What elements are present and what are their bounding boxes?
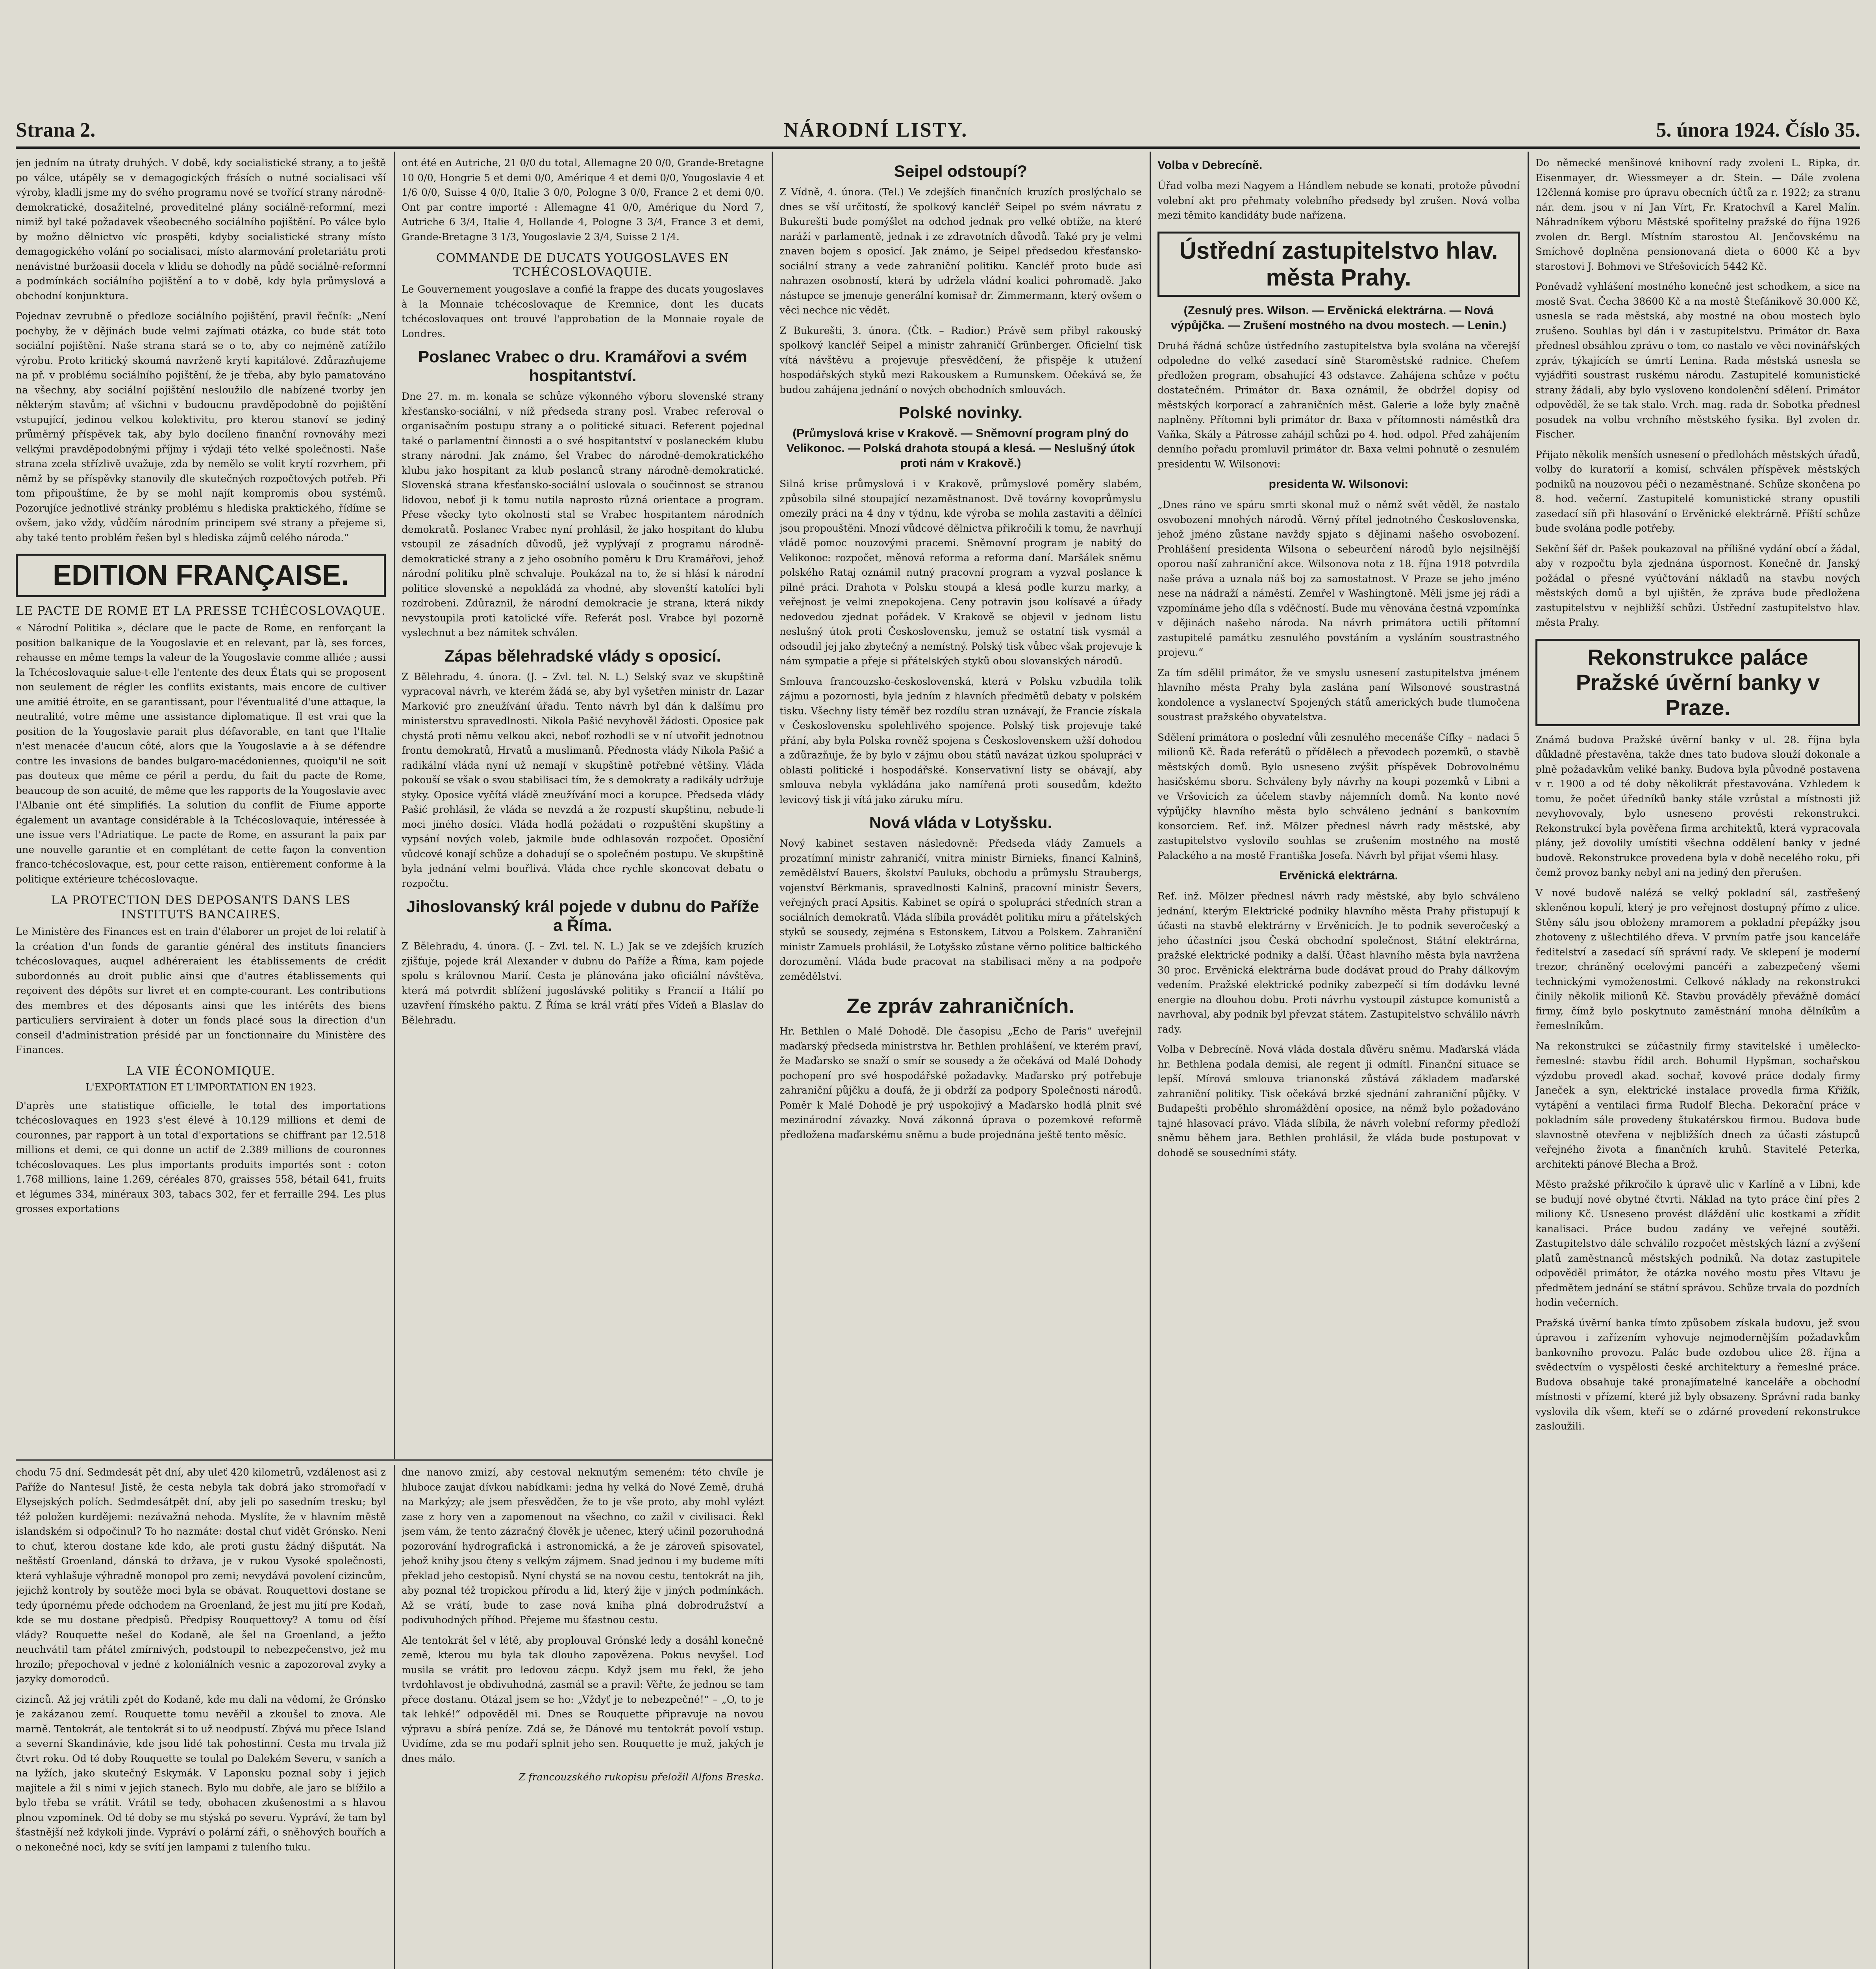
article-headline: Volba v Debrecíně. [1157,159,1263,172]
article-headline: Jihoslovanský král pojede v dubnu do Paříže a Říma. [406,897,759,934]
edition-francaise-title: EDITION FRANÇAISE. [16,554,386,597]
article-text: Sekční šéf dr. Pašek poukazoval na přílišné vydání obcí a žádal, aby v rozpočtu byla zjednána úspornost. Konečně dr. Janský požádal o přesné vyúčtování nákladů na stavbu nových městských domů a byl ujištěn, že zpráva bude předložena zastupitelstvu v nejbližší schůzi. Ústřední zastupitelstvo hlav. města Prahy. [1535,543,1860,628]
article-text: „Dnes ráno ve spáru smrti skonal muž o němž svět věděl, že nastalo osvobození mnohých národů. Věrný přítel jednotného Československa, jehož jméno zůstane navždy spjato s dějinami našeho osvobození. Prohlášení presidenta Wilsona o sebeurčení národů bylo nejsilnější oporou naší zahraniční akce. Wilsonova nota z 18. října 1918 potvrdila naše práva a uznala náš boj za samostatnost. V Praze se jeho jméno nese na nádraží a náměstí. Zemřel v Washingtoně. Měli jsme jej rádi a vzpomínáme jeho díla s vděčností. Bude mu věnována čestná vzpomínka v dějinách našeho národa. Na návrh primátora uctili přítomní zastupitelé památku zesnulého povstáním a vysláním soustrastného projevu.“ [1157,499,1520,658]
french-headline: COMMANDE DE DUCATS YOUGOSLAVES EN TCHÉCOSLOVAQUIE. [436,251,729,279]
issue-date: 5. února 1924. Číslo 35. [1656,119,1860,141]
french-text: D'après une statistique officielle, le total des importations tchécoslovaques en 1923 s'est élevé à 10.129 millions et demi de couronnes, par rapport à un total d'exportations se chiffrant par 12.518 millions et demi, ce qui donne un actif de 2.389 millions de couronnes tchécoslovaques. Les plus importants produits importés sont : coton 1.768 millions, laine 1.269, céréales 870, graisses 558, bétail 641, fruits et légumes 334, minéraux 303, tabacs 302, fer et ferraille 294. Les plus grosses exportations [16,1099,386,1214]
column-rule [1150,152,1151,1969]
column-3 [780,156,1142,1969]
article-text: Druhá řádná schůze ústředního zastupitelstva byla svolána na včerejší odpoledne do velké zasedací síně Staroměstské radnice. Chefem předložen program, obsahující 43 odstavce. Zahájena schůze v počtu dostatečném. Primátor dr. Baxa oznámil, že obdržel dopisy od městských korporací a zahraničních měst. Galerie a lože byly značně naplněny. Přítomni byli primátor dr. Baxa v přítomnosti náměstků dra Vaňka, Skály a Pátrosse zahájil schůzi po 4. hod. odpol. Před zahájením denního pořadu promluvil primátor dr. Baxa velmi pohnutě o zesnulém presidentu W. Wilsonovi: [1157,340,1520,470]
french-text: Le Gouvernement yougoslave a confié la frappe des ducats yougoslaves à la Monnaie tchécoslovaque de Kremnice, dont les ducats tchécoslovaques ont trouvé l'approbation de la Monnaie royale de Londres. [402,284,764,339]
article-subheadline: (Zesnulý pres. Wilson. — Ervěnická elektrárna. — Nová výpůjčka. — Zrušení mostného na dvou mostech. — Lenin.) [1171,304,1506,332]
prague-council-headline: Ústřední zastupitelstvo hlav. města Prahy. [1157,232,1520,297]
article-text: Z Bukurešti, 3. února. (Čtk. – Radior.) Právě sem přibyl rakouský spolkový kancléř Seipel a ministr zahraničí Grünberger. Oficielní tisk vítá návštěvu a projevuje přesvědčení, že přispěje k utužení hospodářských styků mezi Rakouskem a Rumunskem. Očekává se, že budou zahájena jednání o nových obchodních smlouvách. [780,324,1142,395]
article-text: Město pražské přikročilo k úpravě ulic v Karlíně a v Libni, kde se budují nové obytné čtvrti. Náklad na tyto práce činí přes 2 miliony Kč. Usneseno provést dláždění ulic kostkami a zřídit kanalisaci. Práce budou zadány ve veřejné soutěži. Zastupitelstvo dále schválilo rozpočet městských lázní a zvýšení platů zaměstnanců městských podniků. Na dotaz zastupitele odpověděl primátor, že otázka nového mostu přes Vltavu je předmětem jednání se státní správou. Schůze trvala do pozdních hodin večerních. [1535,1179,1860,1308]
article-text: Pražská úvěrní banka tímto způsobem získala budovu, jež svou úpravou i zařízením vyhovuje nejmodernějším požadavkům bankovního provozu. Palác bude ozdobou ulice 28. října a svědectvím o vyspělosti české architektury a řemeslné práce. Budova obsahuje také pronajímatelné kanceláře a obchodní místnosti v přízemí, které již byly obsazeny. Správní rada banky vyslovila dík všem, kteří se o zdárné provedení rekonstrukce zasloužili. [1535,1317,1860,1432]
section-subheadline: Ervěnická elektrárna. [1279,869,1398,882]
article-text: Nový kabinet sestaven následovně: Předseda vlády Zamuels a prozatímní ministr zahraničí, vnitra ministr Birnieks, financí Kalninš, zemědělství Bauers, školství Pauluks, obchodu a průmyslu Straubergs, vojenství Bērkmanis, spravedlnosti Kalninš, pracovní ministr Ševers, veřejných prací Apsitis. Kabinet se opírá o spolupráci středních stran a sociálních demokratů. Vláda slíbila provádět politiku míru a přátelských styků se sousedy, zejména s Estonskem, Litvou a Polskem. Zahraniční ministr Zamuels prohlásil, že Lotyšsko zůstane věrno politice baltického dorozumění. Vláda bude pracovat na stabilisaci měny a na podpoře zemědělství. [780,838,1142,982]
feuilleton-text: dne nanovo zmizí, aby cestoval neknutým semeném: této chvíle je hluboce zaujat dívkou nabídkami: jedna hy velká do Nové Země, druhá na Markýzy; ale jsem přesvědčen, že to je vše proto, aby mohl vylézt zase z hory ven a zapomenout na všechno, co zažil v civilisaci. Řekl jsem vám, že tento zázračný člověk je učenec, který učinil pozoruhodná pozorování hydrografická i astronomická, a že je zároveň spisovatel, jehož knihy jsou čteny s velkým zájmem. Snad jednou i my budeme míti překlad jeho cestopisů. Nyní chystá se na novou cestu, tentokrát na jih, aby poznal též tropickou přírodu a lid, který žije v jiných podmínkách. Až se vrátí, bude to zase nová kniha plná dobrodružství a podivuhodných příhod. Přejeme mu šťastnou cestu. [402,1467,764,1626]
article-text: Z Bělehradu, 4. února. (J. – Zvl. tel. N. L.) Jak se ve zdejších kruzích zjišťuje, pojede král Alexander v dubnu do Paříže a Říma, kam pojede spolu s královnou Marií. Cesta je plánována jako oficiální návštěva, která má potvrdit sblížení jugoslávské politiky s Francií a Itálií po uzavření římského paktu. Z Říma se král vrátí přes Vídeň a Blaslav do Bělehradu. [402,940,764,1026]
article-text: V nové budově nalézá se velký pokladní sál, zastřešený skleněnou kopulí, který je pro veřejnost dostupný přímo z ulice. Stěny sálu jsou obloženy mramorem a pokladní přepážky jsou zhotoveny z ušlechtilého dřeva. V prvním patře jsou kanceláře ředitelství a zasedací síň správní rady. Ve sklepení je moderní trezor, chráněný ocelovými pancéři a zabezpečený všemi technickými vymoženostmi. Celkové náklady na rekonstrukci činily několik milionů Kč. Stavbu prováděly převážně domácí firmy, čímž bylo poskytnuto zaměstnání mnoha dělníkům a řemeslníkům. [1535,887,1860,1031]
article-headline: Polské novinky. [898,403,1023,422]
article-text: Volba v Debrecíně. Nová vláda dostala důvěru sněmu. Maďarská vláda hr. Bethlena podala demisi, ale regent ji odmítl. Finanční situace se lepší. Mírová smlouva trianonská zůstává základem maďarské zahraniční politiky. Tisk očekává brzké sjednání zahraniční půjčky. V Budapešti proběhlo shromáždění oposice, na němž bylo požadováno tajné hlasovací právo. Vláda slíbila, že návrh volební reformy předloží sněmu během jara. Bethlen prohlásil, že vláda bude postupovat v dohodě se sousedními státy. [1157,1044,1520,1159]
article-text: jen jedním na útraty druhých. V době, kdy socialistické strany, a to ještě po válce, utápěly se v demagogických frásích o nutné socialisaci vší výroby, kladli jsme my do svého programu nové se tvořící strany národně-demokratické, dosažitelné, proveditelné plány sociálně-reformní, mezi nimiž byl také požadavek všeobecného sociálního pojištění. Po válce bylo by možno dělnictvo víc prospěti, kdyby socialistické strany místo demagogického volání po socialisaci, místo alarmování proletariátu proti nenávistné buržoasii docela v klidu se dohodly na půdě sociálně-reformní a podmínkách sociálního pojištění a to v době, kdy byla průmyslová a obchodní konjunktura. [16,157,386,302]
french-text: « Národní Politika », déclare que le pacte de Rome, en renforçant la position balkanique de la Yougoslavie et en relevant, par là, ses forces, rehausse en même temps la valeur de la Yougoslavie comme alliée ; aussi la Tchécoslovaquie salue-t-elle l'entente des deux États qui se proposent non seulement de régler les conflits existants, mais encore de cultiver une amitié étroite, en se garantissant, pour l'éventualité d'une attaque, la neutralité, votre même une assistance diplomatique. Il est vrai que la position de la Yougoslavie parait plus défavorable, en tant que l'Italie n'est menacée d'aucun côté, alors que la Yougoslavie a à se défendre contre les invasions de bandes bulgaro-macédoniennes, quoiqu'il ne soit pas douteux que même ce péril a perdu, du fait du pacte de Rome, beaucoup de son acuité, de même que les rapports de la Yougoslavie avec l'Albanie ont été simplifiés. La solution du conflit de Fiume apporte également un avantage considérable à la Tchécoslovaquie, intéressée à une issue vers l'Adriatique. Le pacte de Rome, en assurant la paix par une nouvelle garantie et en complétant de cette façon la convention franco-tchécoslovaque, est, pour cette raison, entièrement conforme à la politique extérieure tchécoslovaque. [16,622,386,885]
feuilleton-text: chodu 75 dní. Sedmdesát pět dní, aby uleť 420 kilometrů, vzdálenost asi z Paříže do Nantesu! Jistě, že cesta nebyla tak dobrá jako stromořadí v Elysejských polích. Sedmdesátpět dní, aby jeli po sasedním tresku; byl též položen kurdějemi: nezávažná nehoda. Myslíte, že v hlavním městě islandském si odpočinul? To ho nazmáte: dostal chuť vidět Grónsko. Neni to chuť, kterou dostane kde kdo, ale proti gustu žádný dišputát. Na neštěstí Groenland, dánská to država, je v rukou Vysoké společnosti, která vyhlašuje výhradně monopol pro zemi; nevydává povolení cizincům, jejichž kontroly by soutěže moci byla se obávat. Rouquettovi dostane se tedy úpornému přede odchodem na Groenland, že jest mu jití pre Kodaň, kde se mu dostane předpisů. Předpisy Rouquettovy? A tomu od čísí vlády? Rouquette nešel do Kodaně, ale šel na Groenland, a ježto neuchvátil tam přátel zmírnivých, podstoupil to nebezpečenstvo, jež mu hrozilo; přepochoval v jedné z koloniálních vesnic a zapozoroval zvyky a jazyky domorodců. [16,1467,386,1685]
article-text: Pojednav zevrubně o předloze sociálního pojištění, pravil řečník: „Není pochyby, že v dějinách bude velmi zajímati otázka, co bude stát toto sociální pojištění. Naše strana stará se o to, aby co nejméně zatížilo výrobu. Proto kritický skoumá navrženě krytí kapitálové. Zdůrazňujeme na př. v problému sociálního pojištění, že je třeba, aby bylo pamatováno na všechny, aby sociální pojištění nesloužilo dle nabízené tvorby jen některým stavům; ať všichni v budoucnu pravděpodobně do pojištění vstupující, jedinou velkou kolektivitu, pro kterou stanoví se jediný průměrný příspěvek tak, aby bylo docíleno finanční rovnováhy mezi velkými pravděpodobnými příjmy i výdaji této velké společnosti. Naše strana zcela střízlivě uvažuje, zda by nemělo se volit krytí rozvrhem, při němž by se příspěvky stanovily dle skutečných rozpočtových potřeb. Při tom připouštíme, že by se mohl najít kompromis obou systémů. Pozorujíce jednotlivé stránky problému s hlediska praktického, řídíme se ovšem, jako vždy, vůdčím národním principem své strany a přejeme si, aby také tento problém řešen byl s hlediska zájmů celého národa.“ [16,310,386,543]
column-rule [772,152,773,1969]
french-subheadline: L'EXPORTATION ET L'IMPORTATION EN 1923. [85,1081,316,1093]
masthead [16,110,1860,142]
article-headline: Ze zpráv zahraničních. [846,994,1075,1018]
feuilleton-text: Ale tentokrát šel v létě, aby proplouval Grónské ledy a dosáhl konečně země, kterou mu byla tak dlouho zapovězena. Pokus nevyšel. Loď musila se vrátit pro ledovou zácpu. Když jsem mu řekl, že jeho tvrdohlavost je obdivuhodná, zasmál se a pravil: Věřte, že jednou se tam přece dostanu. Otázal jsem se ho: „Vždyť je to nebezpečné!“ – „O, to je tak lehké!“ odpověděl mi. Dnes se Rouquette připravuje na novou výpravu a sbírá peníze. Zdá se, že Dánové mu tentokrát povolí vstup. Uvidíme, zda se mu podaří splnit jeho sen. Rouquette je muž, jakých je dnes málo. [402,1634,764,1764]
section-rule [16,1459,772,1461]
article-text: Ref. inž. Mölzer přednesl návrh rady městské, aby bylo schváleno jednání, kterým Elektrické podniky hlavního města Prahy přistupují k účasti na stavbě elektrárny v Ervěnicích. Je to podnik severočeský a jeho účastníci jsou Česká obchodní společnost, Státní elektrárna, pražské elektrické podniky a další. Účast hlavního města byla navržena 30 proc. Ervěnická elektrárna bude dodávat proud do Prahy dálkovým vedením. Pražské elektrické podniky zabezpečí si tím dodávku levné energie na dlouhou dobu. Proti návrhu vystoupil zástupce komunistů a navrhoval, aby podnik byl převzat státem. Zastupitelstvo schválilo návrh rady. [1157,890,1520,1035]
article-text: Z Vídně, 4. února. (Tel.) Ve zdejších finančních kruzích proslýchalo se dnes se vší určitostí, že spolkový kancléř Seipel po svém návratu z Bukurešti bude pomýšlet na odchod jednak pro velké obtíže, na které naráží v parlamentě, jednak i ze zdravotních důvodů. Také pry je velmi znaven bojem s oposicí. Jak známo, je Seipel předsedou křesťansko-sociální strany a vede zahraniční politiku. Kancléř proto bude asi nahrazen osobností, která by udržela vládní koalici pohromadě. Jako nástupce se jmenuje generální komisař dr. Zimmermann, který ovšem o věci nechce nic vědět. [780,186,1142,316]
article-text: Smlouva francouzsko-československá, která v Polsku vzbudila tolik zájmu a pozornosti, byla jedním z hlavních předmětů debaty v polském tisku. Všechny listy téměř bez rozdílu stran uznávají, že Francie získala v Československu spolehlivého spojence. Polský tisk projevuje také přání, aby byla Polska rovněž spojena s Československem užší dohodou a zdůrazňuje, že by bylo v zájmu obou států navázat úzkou spolupráci v oblasti politické i hospodářské. Konservativní listy se obávají, aby smlouva nebyla vykládána jako namířená proti sousedům, kdežto levicový tisk ji vítá jako záruku míru. [780,675,1142,805]
column-rule [394,152,395,1459]
article-text: Z Bělehradu, 4. února. (J. – Zvl. tel. N. L.) Selský svaz ve skupštině vypracoval návrh, ve kterém žádá se, aby byl vyšetřen ministr dr. Lazar Marković pro zneužívání úřadu. Tento návrh byl dán k dalšímu pro ministerstvu spravedlnosti. Nikola Pašić nevyhověl žádosti. Oposice pak chystá proti němu velkou akci, neboť rozhodli se v ní utvořit jednotnou frontu demokratů, Hrvatů a muslimanů. Přednosta vlády Nikola Pašić a radikální vláda nyní už nemají v skupštině potřebné většiny. Vláda pokouší se však o svou stabilisaci tím, že s demokraty a radikály udržuje styky. Oposice vyčítá vládě zneužívání moci a korupce. Předseda vlády Pašić prohlásil, že vláda se nevzdá a že rozpustí skupštinu, nebude-li moci jiného dosíci. Vláda hodlá požádati o rozpuštění skupštiny a vypsání nových voleb, jakmile bude odhlasován rozpočet. Oposiční vůdcové konají schůze a dohadují se o společném postupu. Ve skupštině byla jednání velmi bouřlivá. Vláda chce rychle skoncovat debatu o rozpočtu. [402,671,764,889]
article-text: Dne 27. m. m. konala se schůze výkonného výboru slovenské strany křesťansko-sociální, v níž předseda strany posl. Vrabec referoval o organisačním postupu strany a o politické situaci. Referent pojednal také o parlamentní činnosti a o své hospitantství v poslaneckém klubu strany národní. Jak známo, šel Vrabec do národně-demokratického klubu jako hospitant za klub poslanců strany národně-demokratické. Slovenská strana křesťansko-sociální uslovala o součinnost se stranou lidovou, neboť ji k tomu nutila naprosto různá orientace a program. Přese všecky tyto okolnosti stal se Vrabec hospitantem národních demokratů. Poslanec Vrabec nyní prohlásil, že jako hospitant do klubu vstoupil ze zásadních důvodů, jež vyplývají z programu národně-demokratické strany a z jeho osobního poměru k Dru Kramářovi, jehož národní politiku plně schvaluje. Poukázal na to, že si hlásí k národní politice slovenské a nepokládá za vhodné, aby slovenští katolíci byli rozdrobeni. Zdůraznil, že národní demokracie je strana, která nikdy nevystoupila proti katolické víře. Referát posl. Vrabce byl pozorně vyslechnut a bez námitek schválen. [402,391,764,638]
french-text: Le Ministère des Finances est en train d'élaborer un projet de loi relatif à la création d'un fonds de garantie général des instituts financiers tchécoslovaques, auquel adhéreraient les établissements de crédit subordonnés au droit public ainsi que d'autres établissements qui reçoivent des dépôts sur livret et en compte-courant. Les contributions des membres et des déposants ainsi que les intérêts des biens particuliers serviraient à doter un fonds placé sous la direction d'un conseil d'administration présidé par un fonctionnaire du Ministère des Finances. [16,926,386,1055]
french-headline: LA PROTECTION DES DEPOSANTS DANS LES INSTITUTS BANCAIRES. [51,894,351,921]
article-text: Silná krise průmyslová i v Krakově, průmyslové poměry slabém, způsobila silné stoupající nezaměstnanost. Dvě továrny kovoprůmyslu omezily práci na 4 dny v týdnu, kde výroba se mohla zastaviti a dělníci jsou propouštěni. Mnozí vůdcové dělnictva přikročili k tomu, že navrhují vládě pomoc nouzovými pracemi. Sněmovní program je nabitý do Velikonoc: rozpočet, měnová reforma a reforma daní. Maršálek sněmu polského Rataj oznámil nutný pracovní program a vyzval poslance k pilné práci. Drahota v Polsku stoupá a klesá podle kurzu marky, a veřejnost je velmi znepokojena. Ceny potravin jsou kolísavé a úřady nedovedou zjednat pořádek. V Krakově se objevil v jednom listu neslušný útok proti Československu, jemuž se ostatní tisk vysmál a odsoudil jej jako zbytečný a nemístný. Polský tisk vůbec však projevuje k nám sympatie a přeje si přátelských styků obou slovanských národů. [780,478,1142,667]
paper-title: NÁRODNÍ LISTY. [783,119,968,141]
feuilleton-column-2 [402,1465,764,1969]
column-5 [1535,156,1860,1969]
article-text: Do německé menšinové knihovní rady zvoleni L. Ripka, dr. Eisenmayer, dr. Wiessmeyer a dr. Stein. — Dále zvolena 12členná komise pro úpravu obecních účtů za r. 1922; za stranu nár. dem. jsou v ní Jan Vírt, Fr. Kratochvíl a Karel Malín. Náhradníkem výboru Městské spořitelny pražské do října 1926 zvolen dr. Bergl. Místním starostou Al. Jenčovskému na Smíchově doplněna pensionovaná dieta o 6000 Kč a byv starostovi J. Bohmovi ve Střešovicích 5442 Kč. [1535,157,1860,272]
page-number: Strana 2. [16,119,96,141]
article-headline: Zápas bělehradské vlády s oposicí. [444,646,721,665]
french-text: ont été en Autriche, 21 0/0 du total, Allemagne 20 0/0, Grande-Bretagne 10 0/0, Hongrie 5 et demi 0/0, Amérique 4 et demi 0/0, Yougoslavie 4 et 1/6 0/0, Suisse 4 0/0, Italie 3 0/0, Pologne 3 0/0, France 2 et demi 0/0. Ont par contre importé : Allemagne 41 0/0, Amérique du Nord 7, Autriche 6 3/4, Italie 4, Hollande 4, Pologne 3 3/4, France 3 et demi, Grande-Bretagne 3 1/3, Yougoslavie 2 3/4, Suisse 2 1/4. [402,157,764,243]
article-text: Za tím sdělil primátor, že ve smyslu usnesení zastupitelstva jménem hlavního města Prahy byla zaslána paní Wilsonové soustrastná kondolence a vyslanectví Spojených států amerických bude tlumočena soustrast pražského obyvatelstva. [1157,667,1520,723]
article-text: Přijato několik menších usnesení o předlohách městských úřadů, volby do kuratorií a komisí, schválen příspěvek městských podniků na nouzovou péči o nezaměstnané. Schůze skončena po 8. hod. večerní. Zastupitelé komunistické strany opustili zasedací síň při hlasování o Ervěnické elektrárně. Příští schůze bude svolána podle potřeby. [1535,449,1860,534]
article-text: Poněvadž vyhlášení mostného konečně jest schodkem, a sice na mostě Svat. Čecha 38600 Kč a na mostě Štefánikově 30.000 Kč, usnesla se rada městská, aby mostné na obou mostech bylo zrušeno. Souhlas byl dán i v zastupitelstvu. Primátor dr. Baxa přednesl obsáhlou zprávu o tom, co nastalo ve věci novinářských zpráv, týkajících se úmrtí Lenina. Rada městská usnesla se vyjádřiti soustrast ruskému národu. Zastupitelé komunistické strany žádali, aby bylo vysloveno kondolenční sdělení. Primátor odpověděl, že se tak stalo. Vrch. mag. rada dr. Sobotka přednesl posudek na volbu vrchního městského fysika. Byl zvolen dr. Fischer. [1535,281,1860,440]
feuilleton-column-1 [16,1465,386,1969]
column-4 [1157,156,1520,1969]
column-2 [402,156,764,1455]
french-headline: LE PACTE DE ROME ET LA PRESSE TCHÉCOSLOVAQUE. [16,604,386,618]
article-text: Úřad volba mezi Nagyem a Hándlem nebude se konati, protože původní volební akt pro přehmaty volebního předsedy byl zrušen. Nová volba mezi těmito kandidáty bude nařízena. [1157,180,1520,221]
section-subheadline: presidenta W. Wilsonovi: [1269,478,1409,491]
article-text: Na rekonstrukci se zúčastnily firmy stavitelské i umělecko-řemeslné: stavbu řídil arch. Bohumil Hypšman, sochařskou výzdobu provedl akad. sochař, kovové práce dodaly firmy Janeček a syn, elektrické instalace provedla firma Křižík, vytápění a ventilaci firma Rudolf Blecha. Dekorační práce v pokladním sále provedeny štukatérskou firmou. Budova bude slavnostně otevřena v nejbližších dnech za účasti zástupců veřejného života a finančních kruhů. Stavitelé Peterka, architekti pánové Blecha a Brož. [1535,1040,1860,1170]
article-text: Hr. Bethlen o Malé Dohodě. Dle časopisu „Echo de Paris“ uveřejnil maďarský předseda ministrstva hr. Bethlen prohlášení, ve kterém praví, že Maďarsko se snaží o smír se sousedy a že očekává od Malé Dohody pochopení pro své hospodářské požadavky. Maďarsko prý potřebuje zahraniční půjčku a doufá, že ji obdrží za podpory Společnosti národů. Poměr k Malé Dohodě je prý uspokojivý a Maďarsko hodlá plnit své mezinárodní závazky. Nová zákonná úprava o pozemkové reformě předložena maďarskému sněmu a bude projednána ještě tento měsíc. [780,1025,1142,1140]
french-headline: LA VIE ÉCONOMIQUE. [126,1064,276,1078]
article-headline: Nová vláda v Lotyšsku. [869,813,1052,832]
article-headline: Seipel odstoupí? [894,162,1028,180]
column-1 [16,156,386,1455]
column-rule [394,1465,395,1969]
article-text: Sdělení primátora o poslední vůli zesnulého mecenáše Cífky – nadaci 5 milionů Kč. Řada referátů o přídělech a převodech pozemků, o stavbě městských domů. Bylo usneseno zvýšit příspěvek Dobrovolnému hasičskému sboru. Schváleny byly návrhy na koupi pozemků v Libni a ve Vršovicích za účelem stavby nájemních domů. Na konto nové výpůjčky hlavního města bylo schváleno jednání s bankovním konsorciem. Ref. inž. Mölzer přednesl návrh rady městské, aby zastupitelstvo vyslovilo souhlas se zrušením mostného na mostě Palackého a na mostě Františka Josefa. Návrh byl přijat všemi hlasy. [1157,731,1520,861]
translator-signature: Z francouzského rukopisu přeložil Alfons Breska. [519,1771,764,1783]
masthead-rule [16,146,1860,149]
article-text: Známá budova Pražské úvěrní banky v ul. 28. října byla důkladně přestavěna, takže dnes tato budova slouží dokonale a plně požadavkům veliké banky. Budova byla původně postavena v r. 1900 a od té doby několikrát přestavována. Vzhledem k tomu, že počet úředníků banky stále vzrůstal a místnosti již nevyhovovaly, bylo usneseno provésti rekonstrukci. Rekonstrukcí byla pověřena firma architektů, která vypracovala plány, jež dovolily umístiti všechna oddělení banky v jedné budově. Rekonstrukce provedena byla v době necelého roku, při čemž provoz banky nebyl ani na jediný den přerušen. [1535,734,1860,878]
feuilleton-text: cizinců. Až jej vrátili zpět do Kodaně, kde mu dali na vědomí, že Grónsko je zakázanou zemí. Rouquette tomu nevěřil a zkoušel to znova. Ale marně. Tentokrát, ale tentokrát si to už neodpustí. Zbývá mu přece Island a severní Skandinávie, kde jsou lidé tak pohostinní. Cesta mu trvala již čtvrt roku. Od té doby Rouquette se toulal po Dalekém Severu, v saních a na lyžích, jako skutečný Eskymák. V Laponsku poznal soby i jejich majitele a žil s nimi v jejich stanech. Bylo mu dobře, ale jaro se blížilo a bylo třeba se vrátit. Vrátil se tedy, obohacen zkušenostmi a s hlavou plnou vzpomínek. Od té doby se mu stýská po severu. Vypráví, že tam byl šťastnější než kdykoli jinde. Vypráví o polární záři, o sněhových bouřích a o nekonečné noci, kdy se svítí jen lampami z tuleního tuku. [16,1693,386,1853]
article-subheadline: (Průmyslová krise v Krakově. — Sněmovní program plný do Velikonoc. — Polská drahota stoupá a klesá. — Neslušný útok proti nám v Krakově.) [786,427,1135,470]
article-headline: Poslanec Vrabec o dru. Kramářovi a svém hospitantství. [418,347,747,385]
bank-headline: Rekonstrukce paláce Pražské úvěrní banky v Praze. [1535,639,1860,726]
column-rule [1528,152,1529,1969]
